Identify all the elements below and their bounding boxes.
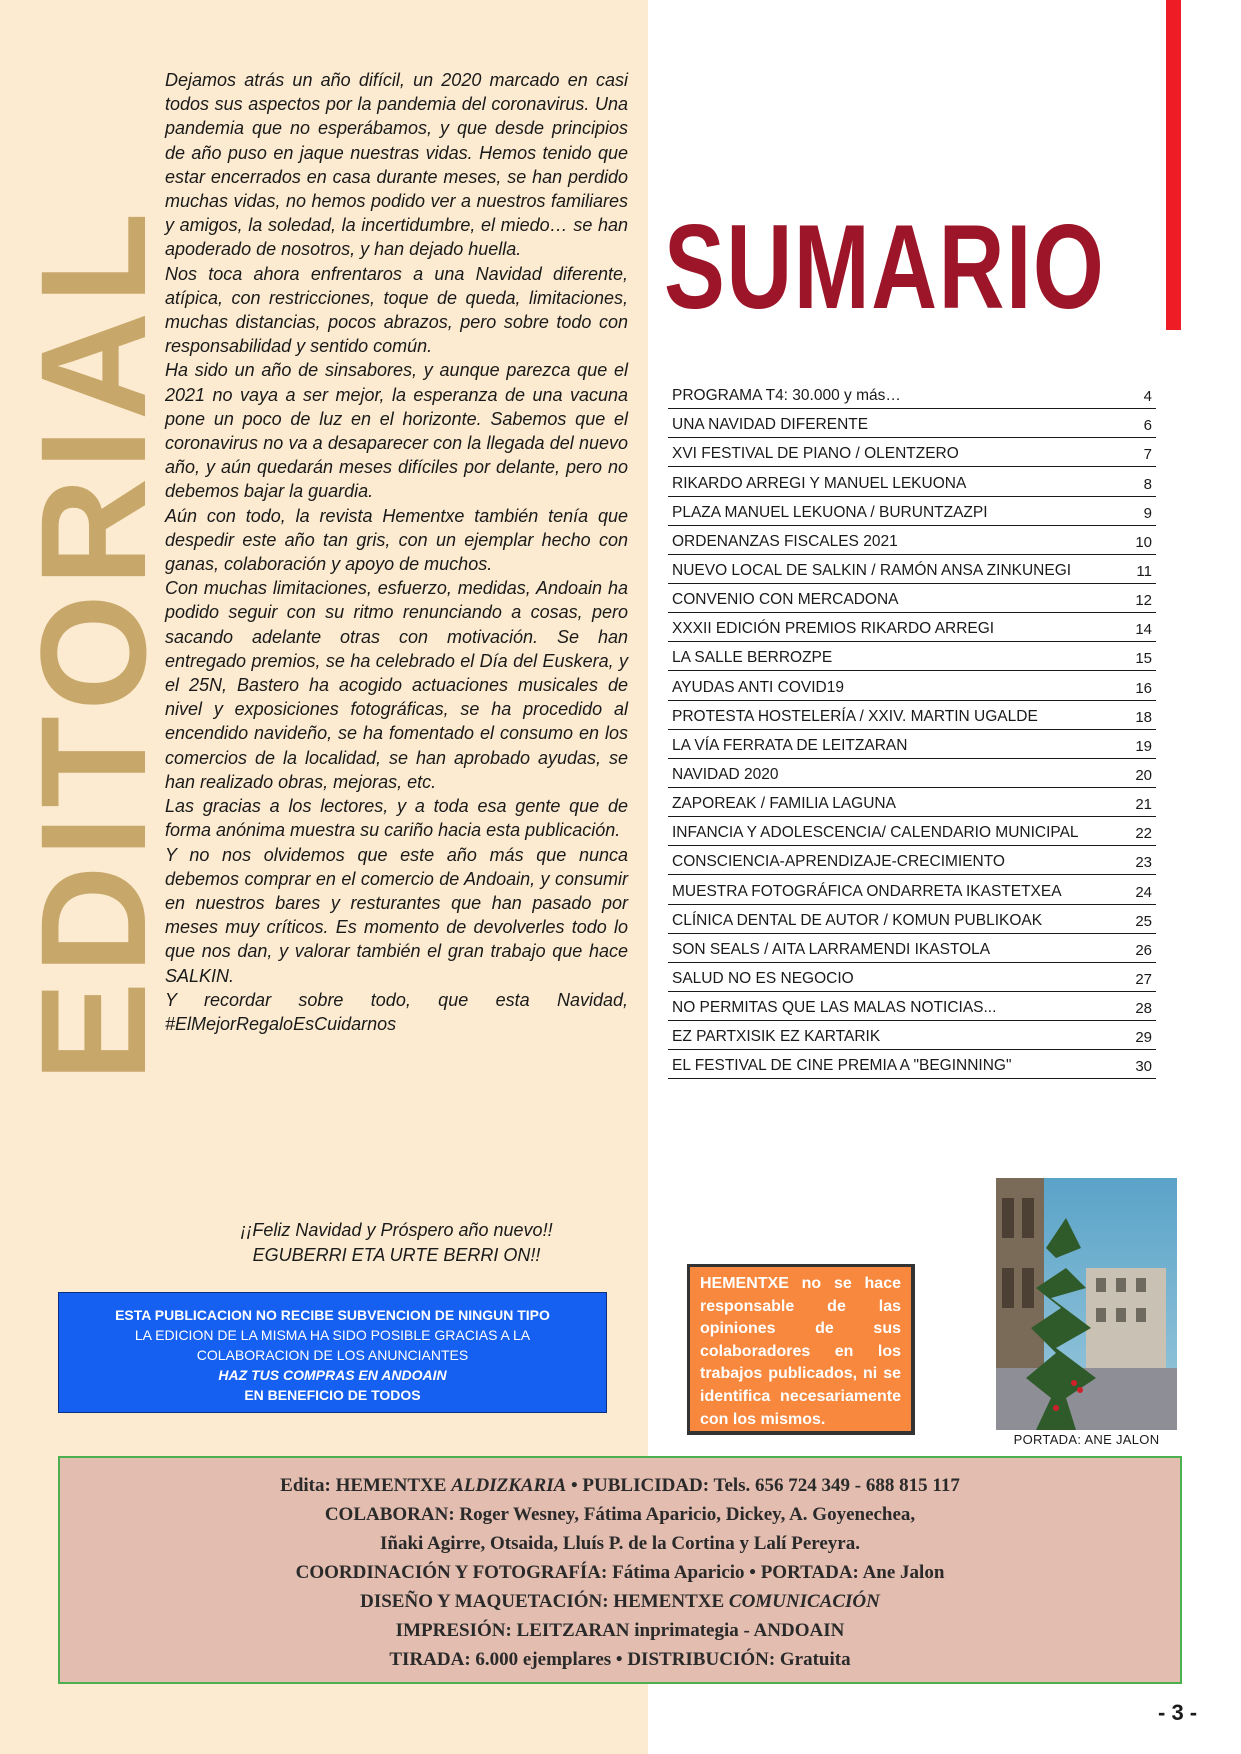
toc-item-page: 19: [1135, 737, 1152, 755]
toc-item-page: 22: [1135, 825, 1152, 843]
toc-row: [668, 467, 1156, 496]
toc-item-page: 6: [1143, 417, 1152, 435]
editorial-paragraph: Las gracias a los lectores, y a toda esa gente que de forma anónima muestra su cariño hacia esta publicación.: [165, 796, 628, 841]
credits-line-publisher: [60, 1471, 1180, 1500]
toc-row: [668, 759, 1156, 788]
credits-text: COMUNICACIÓN: [728, 1591, 880, 1612]
toc-item-page: 14: [1135, 621, 1152, 639]
toc-item-title: LA SALLE BERROZPE: [672, 649, 833, 667]
editorial-paragraph: Dejamos atrás un año difícil, un 2020 marcado en casi todos sus aspectos por la pandemia del coronavirus. Una pandemia que no esperábamos, y que desde principios de año puso en jaque nuestras vidas. Hemos tenido que estar encerrados en casa durante meses, se han perdido muchas vidas, no hemos podido ver a nuestros familiares y amigos, la soledad, la incertidumbre, el miedo… se han apoderado de nosotros, y han dejado huella.: [165, 70, 628, 260]
toc-row: [668, 671, 1156, 700]
cover-photo-image: [996, 1178, 1177, 1430]
toc-row: [668, 701, 1156, 730]
toc-item-title: MUESTRA FOTOGRÁFICA ONDARRETA IKASTETXEA: [672, 882, 1062, 900]
toc-item-page: 23: [1135, 854, 1152, 872]
toc-item-page: 10: [1135, 533, 1152, 551]
toc-row: [668, 642, 1156, 671]
toc-item-page: 28: [1135, 1000, 1152, 1018]
toc-row: [668, 992, 1156, 1021]
toc-item-page: 20: [1135, 766, 1152, 784]
editorial-vertical-title: EDITORIAL: [9, 204, 177, 1082]
credits-text: • PUBLICIDAD: Tels. 656 724 349 - 688 815 117: [566, 1475, 960, 1496]
editorial-paragraph: Con muchas limitaciones, esfuerzo, medidas, Andoain ha podido seguir con su ritmo renunciando a cosas, pero sacando adelante otras con motivación. Se han entregado premios, se ha celebrado el Día del Euskera, y el 25N, Bastero ha acogido actuaciones musicales de nivel y exposiciones fotográficas, se ha procedido al encendido navideño, se ha fomentado el consumo en los comercios de la localidad, se han aprobado ayudas, se han realizado obras, mejoras, etc.: [165, 578, 628, 792]
toc-row: [668, 613, 1156, 642]
sumario-title: SUMARIO: [664, 200, 1106, 334]
toc-item-title: EZ PARTXISIK EZ KARTARIK: [672, 1028, 881, 1046]
toc-row: [668, 963, 1156, 992]
notice-line: LA EDICION DE LA MISMA HA SIDO POSIBLE GRACIAS A LA COLABORACION DE LOS ANUNCIANTES: [134, 1327, 531, 1363]
toc-item-page: 24: [1135, 883, 1152, 901]
disclaimer-box: [687, 1264, 915, 1435]
toc-item-page: 4: [1143, 388, 1152, 406]
toc-item-title: RIKARDO ARREGI Y MANUEL LEKUONA: [672, 474, 967, 492]
editorial-paragraph: Aún con todo, la revista Hementxe también tenía que despedir este año tan gris, con un ejemplar hecho con ganas, colaboración y apoyo de muchos.: [165, 505, 628, 575]
greeting-basque: EGUBERRI ETA URTE BERRI ON!!: [252, 1245, 541, 1265]
toc-row: [668, 934, 1156, 963]
toc-row: [668, 875, 1156, 904]
toc-row: [668, 409, 1156, 438]
editorial-paragraph: Nos toca ahora enfrentaros a una Navidad diferente, atípica, con restricciones, toque de queda, limitaciones, muchas distancias, pocos abrazos, pero sobre todo con responsabilidad y sentido común.: [165, 263, 628, 357]
toc-item-title: NAVIDAD 2020: [672, 765, 779, 783]
toc-item-title: CLÍNICA DENTAL DE AUTOR / KOMUN PUBLIKOAK: [672, 911, 1043, 929]
toc-row: [668, 846, 1156, 875]
toc-row: [668, 584, 1156, 613]
toc-item-page: 15: [1135, 650, 1152, 668]
credits-line-collaborators: Iñaki Agirre, Otsaida, Lluís P. de la Cortina y Lalí Pereyra.: [380, 1533, 860, 1554]
toc-item-page: 7: [1143, 446, 1152, 464]
toc-item-title: UNA NAVIDAD DIFERENTE: [672, 416, 869, 434]
toc-row: [668, 905, 1156, 934]
toc-row: [668, 555, 1156, 584]
credits-line-print-run: TIRADA: 6.000 ejemplares • DISTRIBUCIÓN: Gratuita: [389, 1649, 851, 1670]
toc-row: [668, 1050, 1156, 1079]
toc-item-title: ZAPOREAK / FAMILIA LAGUNA: [672, 795, 896, 813]
toc-row: [668, 380, 1156, 409]
toc-item-page: 25: [1135, 912, 1152, 930]
credits-line-collaborators: COLABORAN: Roger Wesney, Fátima Aparicio, Dickey, A. Goyenechea,: [324, 1504, 916, 1525]
credits-box: [58, 1456, 1182, 1684]
toc-item-title: ORDENANZAS FISCALES 2021: [672, 532, 898, 550]
table-of-contents: [668, 380, 1156, 1079]
greeting-spanish: ¡¡Feliz Navidad y Próspero año nuevo!!: [240, 1220, 553, 1240]
toc-item-page: 9: [1143, 504, 1152, 522]
toc-item-title: SALUD NO ES NEGOCIO: [672, 969, 854, 987]
credits-line-design: [60, 1587, 1180, 1616]
editorial-paragraph: Ha sido un año de sinsabores, y aunque parezca que el 2021 no vaya a ser mejor, la esperanza de una vacuna pone un poco de luz en el horizonte. Sabemos que el coronavirus no va a desaparecer con la llegada del nuevo año, y aún quedarán meses difíciles por delante, pero no debemos bajar la guardia.: [165, 360, 628, 502]
toc-row: [668, 526, 1156, 555]
toc-item-page: 11: [1136, 562, 1152, 580]
toc-item-title: PROTESTA HOSTELERÍA / XXIV. MARTIN UGALDE: [672, 707, 1038, 725]
credits-text: DISEÑO Y MAQUETACIÓN: HEMENTXE: [360, 1591, 729, 1612]
toc-row: [668, 817, 1156, 846]
accent-red-bar: [1166, 0, 1181, 330]
no-subsidy-notice: [58, 1292, 607, 1413]
toc-row: [668, 1021, 1156, 1050]
toc-item-page: 16: [1135, 679, 1152, 697]
toc-item-title: SON SEALS / AITA LARRAMENDI IKASTOLA: [672, 940, 991, 958]
toc-item-title: PLAZA MANUEL LEKUONA / BURUNTZAZPI: [672, 503, 988, 521]
credits-line-printing: IMPRESIÓN: LEITZARAN inprimategia - ANDOAIN: [395, 1620, 845, 1641]
toc-row: [668, 788, 1156, 817]
cover-caption: PORTADA: ANE JALON: [1013, 1432, 1160, 1447]
toc-item-title: LA VÍA FERRATA DE LEITZARAN: [672, 736, 908, 754]
toc-item-title: NUEVO LOCAL DE SALKIN / RAMÓN ANSA ZINKUNEGI: [672, 561, 1072, 579]
toc-item-title: AYUDAS ANTI COVID19: [672, 678, 844, 696]
toc-item-title: PROGRAMA T4: 30.000 y más…: [672, 387, 901, 405]
editorial-paragraph: Y recordar sobre todo, que esta Navidad, #ElMejorRegaloEsCuidarnos: [165, 989, 628, 1034]
toc-item-page: 18: [1135, 708, 1152, 726]
toc-item-page: 27: [1135, 970, 1152, 988]
toc-item-page: 30: [1135, 1058, 1152, 1076]
toc-item-title: INFANCIA Y ADOLESCENCIA/ CALENDARIO MUNICIPAL: [672, 824, 1079, 842]
toc-item-title: EL FESTIVAL DE CINE PREMIA A "BEGINNING": [672, 1057, 1012, 1075]
page-number: - 3 -: [1158, 1700, 1198, 1725]
toc-row: [668, 730, 1156, 759]
toc-item-title: XVI FESTIVAL DE PIANO / OLENTZERO: [672, 445, 959, 463]
cover-photo: [996, 1178, 1177, 1430]
notice-line: EN BENEFICIO DE TODOS: [244, 1387, 421, 1403]
credits-text: ALDIZKARIA: [451, 1475, 567, 1496]
toc-item-title: CONSCIENCIA-APRENDIZAJE-CRECIMIENTO: [672, 853, 1005, 871]
credits-line-coordination: COORDINACIÓN Y FOTOGRAFÍA: Fátima Aparicio • PORTADA: Ane Jalon: [295, 1562, 945, 1583]
toc-item-title: CONVENIO CON MERCADONA: [672, 591, 899, 609]
notice-line: HAZ TUS COMPRAS EN ANDOAIN: [218, 1367, 447, 1383]
holiday-greeting: [165, 1218, 628, 1268]
toc-row: [668, 497, 1156, 526]
editorial-text: [165, 68, 628, 1036]
toc-item-page: 26: [1135, 941, 1152, 959]
toc-item-page: 29: [1135, 1029, 1152, 1047]
toc-item-page: 12: [1135, 592, 1152, 610]
editorial-paragraph: Y no nos olvidemos que este año más que nunca debemos comprar en el comercio de Andoain, y consumir en nuestros bares y resturantes que han pasado por meses muy críticos. Es momento de devolverles todo lo que nos dan, y valorar también el gran trabajo que hace SALKIN.: [165, 844, 628, 986]
notice-line: ESTA PUBLICACION NO RECIBE SUBVENCION DE NINGUN TIPO: [115, 1307, 550, 1323]
toc-item-page: 8: [1143, 475, 1152, 493]
toc-item-title: XXXII EDICIÓN PREMIOS RIKARDO ARREGI: [672, 620, 995, 638]
toc-item-title: NO PERMITAS QUE LAS MALAS NOTICIAS...: [672, 999, 997, 1017]
credits-text: Edita: HEMENTXE: [280, 1475, 452, 1496]
disclaimer-text: HEMENTXE no se hace responsable de las opiniones de sus colaboradores en los trabajos publicados, ni se identifica necesariamente con los mismos.: [700, 1275, 901, 1428]
toc-row: [668, 438, 1156, 467]
toc-item-page: 21: [1135, 796, 1152, 814]
